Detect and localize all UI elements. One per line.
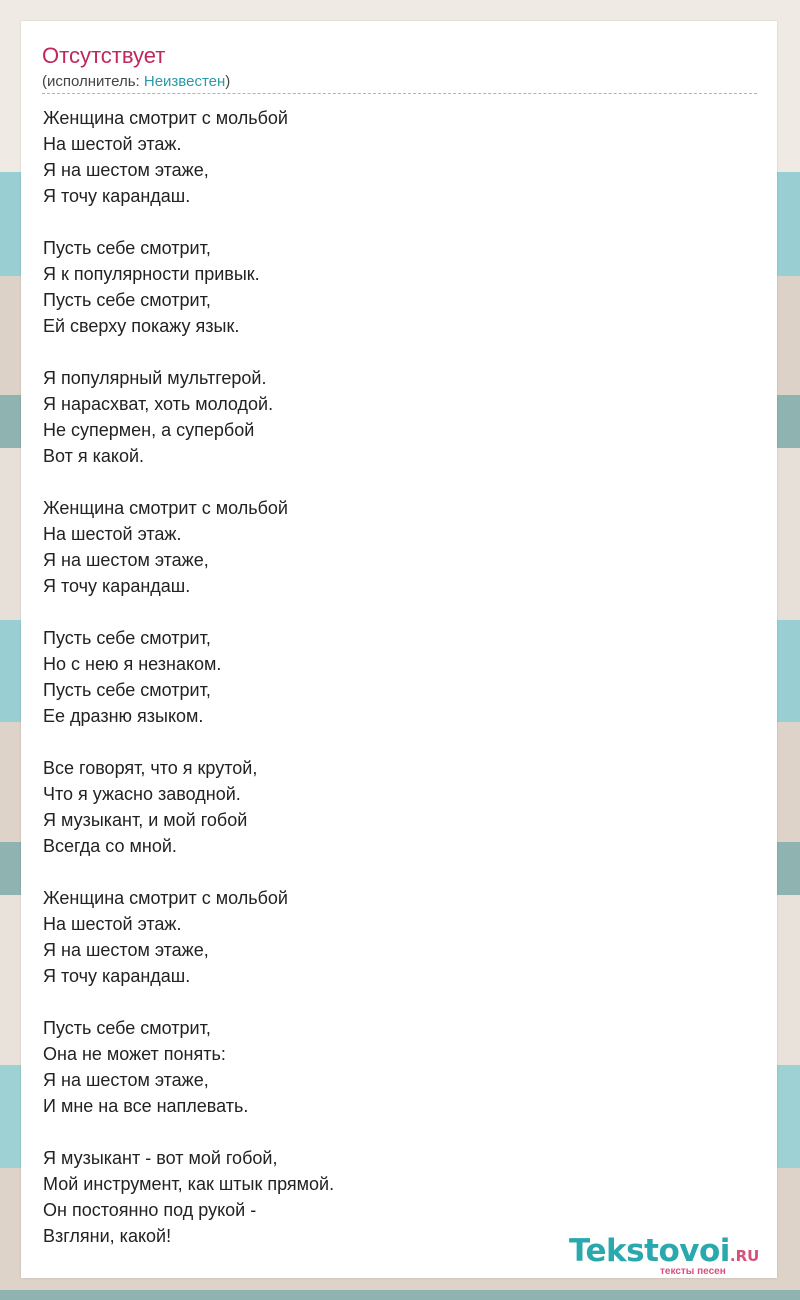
lyric-line: Взгляни, какой! bbox=[43, 1226, 172, 1246]
artist-prefix: (исполнитель: bbox=[42, 73, 144, 90]
lyric-line: На шестой этаж. bbox=[43, 914, 182, 934]
lyric-line: Но с нею я незнаком. bbox=[43, 654, 222, 674]
lyric-line: Я музыкант - вот мой гобой, bbox=[43, 1148, 278, 1168]
logo-tld: .RU bbox=[729, 1247, 760, 1265]
lyric-line: Ей сверху покажу язык. bbox=[43, 316, 240, 336]
artist-suffix: ) bbox=[225, 73, 231, 90]
lyric-line: Всегда со мной. bbox=[43, 836, 177, 856]
stanza bbox=[43, 495, 743, 599]
lyric-line: Ее дразню языком. bbox=[43, 706, 204, 726]
lyric-line: Я на шестом этаже, bbox=[43, 940, 209, 960]
lyric-line: На шестой этаж. bbox=[43, 524, 182, 544]
artist-line bbox=[42, 73, 230, 90]
lyric-line: Мой инструмент, как штык прямой. bbox=[43, 1174, 335, 1194]
lyric-line: Все говорят, что я крутой, bbox=[43, 758, 258, 778]
title-divider bbox=[42, 93, 757, 94]
lyric-line: Пусть себе смотрит, bbox=[43, 290, 211, 310]
stanza bbox=[43, 885, 743, 989]
lyric-line: Я на шестом этаже, bbox=[43, 550, 209, 570]
lyric-line: И мне на все наплевать. bbox=[43, 1096, 249, 1116]
stanza bbox=[43, 365, 743, 469]
lyric-line: Я точу карандаш. bbox=[43, 186, 191, 206]
lyrics-card bbox=[21, 21, 777, 1278]
logo-name: Tekstovoi bbox=[569, 1233, 730, 1269]
lyric-line: Он постоянно под рукой - bbox=[43, 1200, 257, 1220]
lyric-line: Вот я какой. bbox=[43, 446, 145, 466]
lyric-line: На шестой этаж. bbox=[43, 134, 182, 154]
lyric-line: Я к популярности привык. bbox=[43, 264, 260, 284]
lyric-line: Я на шестом этаже, bbox=[43, 1070, 209, 1090]
lyric-line: Женщина смотрит с мольбой bbox=[43, 498, 288, 518]
lyric-line: Что я ужасно заводной. bbox=[43, 784, 241, 804]
lyric-line: Она не может понять: bbox=[43, 1044, 226, 1064]
lyric-line: Не супермен, а супербой bbox=[43, 420, 255, 440]
lyric-line: Женщина смотрит с мольбой bbox=[43, 108, 288, 128]
lyric-line: Я нарасхват, хоть молодой. bbox=[43, 394, 274, 414]
lyric-line: Пусть себе смотрит, bbox=[43, 680, 211, 700]
stanza bbox=[43, 755, 743, 859]
logo-tagline: тексты песен bbox=[660, 1266, 726, 1277]
stanza bbox=[43, 235, 743, 339]
lyric-line: Я на шестом этаже, bbox=[43, 160, 209, 180]
artist-link[interactable]: Неизвестен bbox=[143, 73, 226, 90]
song-title: Отсутствует bbox=[42, 43, 166, 68]
lyric-line: Я точу карандаш. bbox=[43, 576, 191, 596]
site-logo[interactable] bbox=[569, 1233, 777, 1277]
stanza bbox=[43, 105, 743, 209]
stanza bbox=[43, 1015, 743, 1119]
logo-wordmark bbox=[569, 1233, 759, 1269]
lyric-line: Пусть себе смотрит, bbox=[43, 238, 211, 258]
stanza bbox=[43, 625, 743, 729]
lyric-line: Пусть себе смотрит, bbox=[43, 1018, 211, 1038]
lyric-line: Пусть себе смотрит, bbox=[43, 628, 211, 648]
lyrics-body bbox=[43, 105, 743, 1275]
lyric-line: Женщина смотрит с мольбой bbox=[43, 888, 288, 908]
lyric-line: Я точу карандаш. bbox=[43, 966, 191, 986]
lyric-line: Я популярный мультгерой. bbox=[43, 368, 267, 388]
lyric-line: Я музыкант, и мой гобой bbox=[43, 810, 248, 830]
